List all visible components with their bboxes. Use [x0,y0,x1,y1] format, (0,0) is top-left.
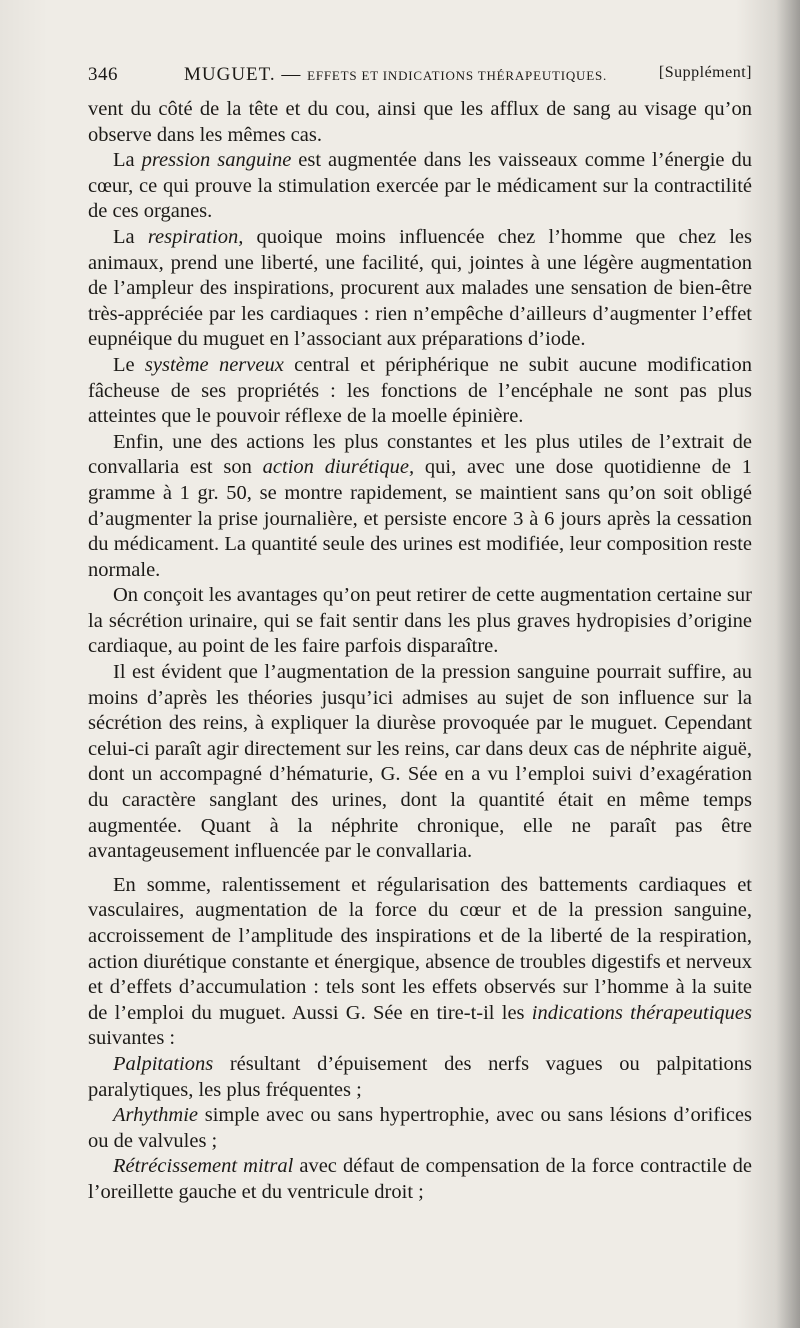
emphasis-term: Palpitations [113,1052,214,1075]
emphasis-term: respiration, [147,225,244,248]
paragraph-text: suivantes : [88,1027,176,1050]
indication-palpitations [88,1052,752,1103]
paragraph-systeme-nerveux [88,353,752,430]
emphasis-term: Rétrécissement mitral [113,1155,294,1178]
running-title [184,64,607,86]
running-title-main: MUGUET. — [184,64,308,85]
paragraph-action-diuretique [88,430,752,584]
paragraph-text: central et périphérique ne subit aucune modification fâcheuse de ses propriétés : les fonctions de l’encéphale ne sont pas plus atteintes que le pouvoir réflexe de la moelle épinière. [88,353,752,428]
paragraph-pression [88,148,752,225]
emphasis-term: action diurétique, [262,456,415,479]
paragraph-pression-reins: Il est évident que l’augmentation de la pression sanguine pourrait suffire, au moins d’après les théories jusqu’ici admises au sujet de son influence sur la sécrétion des reins, à expliquer la diurèse provoquée par le muguet. Cependant celui-ci paraît agir directement sur les reins, car dans deux cas de néphrite aiguë, dont un accompagné d’hématurie, G. Sée en a vu l’emploi suivi d’exagération du caractère sanglant des urines, dont la quantité était en même temps augmentée. Quant à la néphrite chronique, elle ne paraît pas être avantageusement influencée par le convallaria. [88,661,752,863]
emphasis-term: Arhythmie [113,1104,199,1127]
paragraph-text: En somme, ralentissement et régularisation des battements cardiaques et vasculaires, augmentation de la force du cœur et de la pression sanguine, accroissement de l’amplitude des inspirations et de la liberté de la respiration, action diurétique constante et énergique, absence de troubles digestifs et nerveux et d’effets d’accumulation : tels sont les effets observés sur l’homme à la suite de l’emploi du muguet. Aussi G. Sée en tire-t-il les [88,873,752,1024]
paragraph-respiration [88,225,752,353]
running-title-subtitle: EFFETS ET INDICATIONS THÉRAPEUTIQUES. [307,68,608,83]
paragraph-text: résultant d’épuisement des nerfs vagues ou palpitations paralytiques, les plus fréquentes ; [88,1052,752,1101]
paragraph-text: est augmentée dans les vaisseaux comme l’énergie du cœur, ce qui prouve la stimulation exercée par le médicament sur la contractilité de ces organes. [88,149,752,223]
emphasis-term: indications thérapeutiques [531,1001,753,1024]
page-number: 346 [88,64,118,85]
section-label: [Supplément] [658,64,752,81]
page-body [88,97,752,1206]
paragraph-text: Le [113,353,145,376]
emphasis-term: système nerveux [144,353,284,376]
paragraph-text: La [113,149,142,172]
indication-arhythmie [88,1103,752,1154]
paragraph-text: Enfin, une des actions les plus constantes et les plus utiles de l’extrait de convallaria est son [88,430,752,479]
running-head [88,62,752,88]
paragraph-text: avec défaut de compensation de la force contractile de l’oreillette gauche et du ventricule droit ; [88,1155,752,1203]
indication-retrecissement-mitral [88,1154,752,1205]
emphasis-term: pression sanguine [141,149,292,172]
paragraph-continuation: vent du côté de la tête et du cou, ainsi que les afflux de sang au visage qu’on observe dans les mêmes cas. [88,98,752,146]
paragraph-text: simple avec ou sans hypertrophie, avec ou sans lésions d’orifices ou de valvules ; [88,1104,752,1152]
paragraph-text: quoique moins influencée chez l’homme que chez les animaux, prend une liberté, une facilité, qui, jointes à une légère augmentation de l’ampleur des inspirations, procurent aux malades une sensation de bien-être très-appréciée par les cardiaques : rien n’empêche d’ailleurs d’augmenter l’effet eupnéique du muguet en l’associant aux préparations d’iode. [88,225,752,351]
paragraph-en-somme [88,873,752,1052]
paragraph-text: La [113,225,148,248]
paragraph-text: qui, avec une dose quotidienne de 1 gramme à 1 gr. 50, se montre rapidement, se maintient sans qu’on soit obligé d’augmenter la prise journalière, et persiste encore 3 à 6 jours après la cessation du médicament. La quantité seule des urines est modifiée, leur composition reste normale. [88,456,752,581]
paragraph-avantages: On conçoit les avantages qu’on peut retirer de cette augmentation certaine sur la sécrétion urinaire, qui se fait sentir dans les plus graves hydropisies d’origine cardiaque, au point de les faire parfois disparaître. [88,584,752,658]
